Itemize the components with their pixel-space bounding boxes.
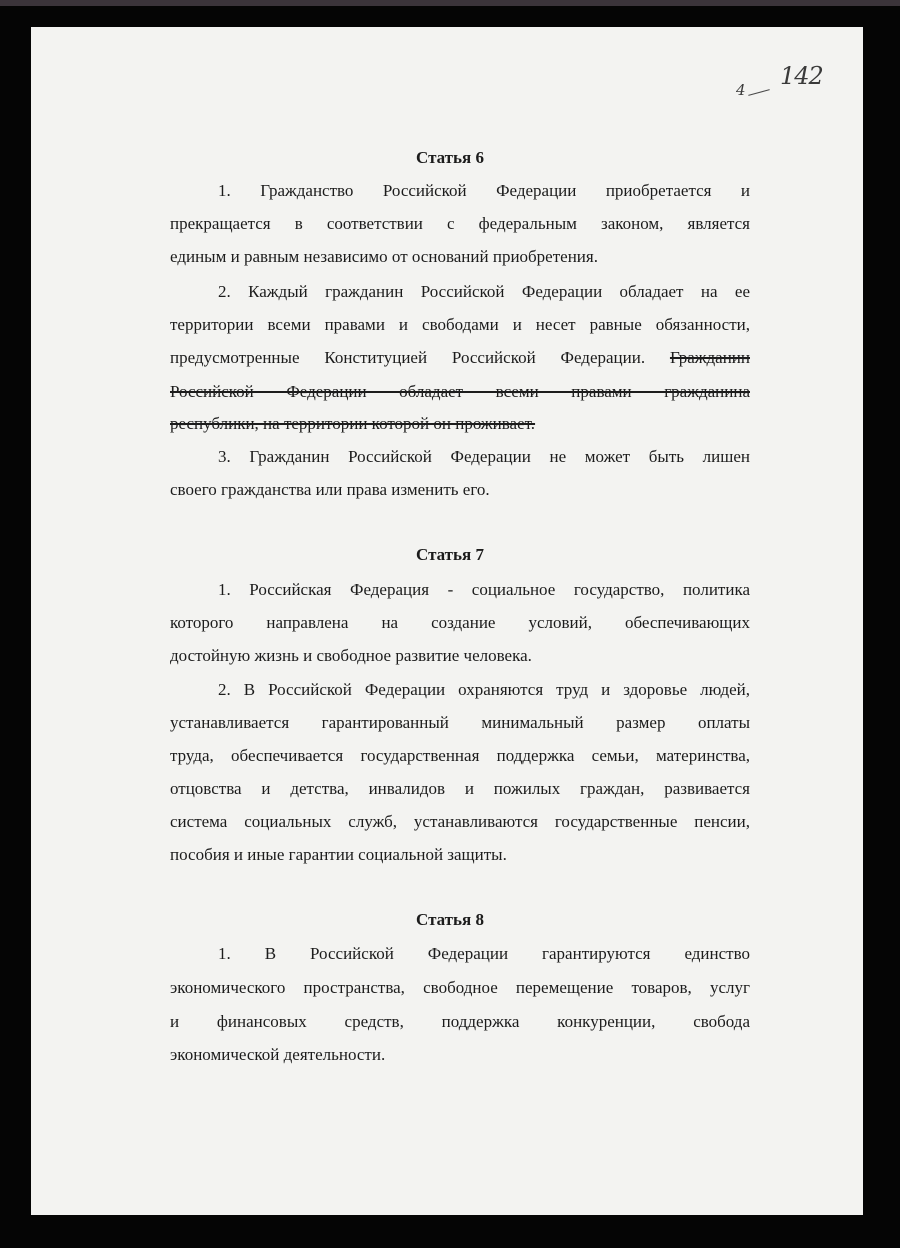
struck-text: Гражданин <box>669 348 750 367</box>
paragraph-line: экономической деятельности. <box>170 1045 386 1064</box>
paragraph-line: 2. Каждый гражданин Российской Федерации обладает на ее <box>218 282 750 301</box>
paragraph-line: 2. В Российской Федерации охраняются труд и здоровье людей, <box>218 680 750 699</box>
paragraph-line: территории всеми правами и свободами и несет равные обязанности, <box>170 315 750 334</box>
paragraph-line: система социальных служб, устанавливаются государственные пенсии, <box>170 812 750 831</box>
paragraph-line: отцовства и детства, инвалидов и пожилых граждан, развивается <box>170 779 750 798</box>
paragraph-line: устанавливается гарантированный минимальный размер оплаты <box>170 713 750 732</box>
article-heading: Статья 8 <box>416 910 484 929</box>
paragraph-line: 1. Гражданство Российской Федерации приобретается и <box>218 181 750 200</box>
paragraph-line: которого направлена на создание условий, обеспечивающих <box>170 613 750 632</box>
paragraph-line: пособия и иные гарантии социальной защиты. <box>170 845 507 864</box>
paragraph-line: 1. Российская Федерация - социальное государство, политика <box>218 580 750 599</box>
paragraph-line-with-strike <box>170 348 750 368</box>
handwritten-page-mark: 4 <box>736 81 746 99</box>
paragraph-line: 1. В Российской Федерации гарантируются единство <box>218 944 750 963</box>
scan-top-edge <box>0 0 900 6</box>
struck-line: Российской Федерации обладает всеми правами гражданина <box>170 382 750 401</box>
paragraph-line: своего гражданства или права изменить его. <box>170 480 490 499</box>
paragraph-line: труда, обеспечивается государственная поддержка семьи, материнства, <box>170 746 750 765</box>
struck-line: республики, на территории которой он проживает. <box>170 414 536 433</box>
paragraph-line: 3. Гражданин Российской Федерации не может быть лишен <box>218 447 750 466</box>
article-heading: Статья 7 <box>416 545 484 564</box>
article-heading: Статья 6 <box>416 148 484 167</box>
paragraph-line: единым и равным независимо от оснований приобретения. <box>170 247 598 266</box>
paragraph-line: и финансовых средств, поддержка конкуренции, свобода <box>170 1012 750 1031</box>
paragraph-line: экономического пространства, свободное перемещение товаров, услуг <box>170 978 750 997</box>
paragraph-line: прекращается в соответствии с федеральным законом, является <box>170 214 750 233</box>
paragraph-line: достойную жизнь и свободное развитие человека. <box>170 646 532 665</box>
paragraph-text: предусмотренные Конституцией Российской Федерации. <box>170 348 646 367</box>
handwritten-page-number: 142 <box>780 62 823 90</box>
